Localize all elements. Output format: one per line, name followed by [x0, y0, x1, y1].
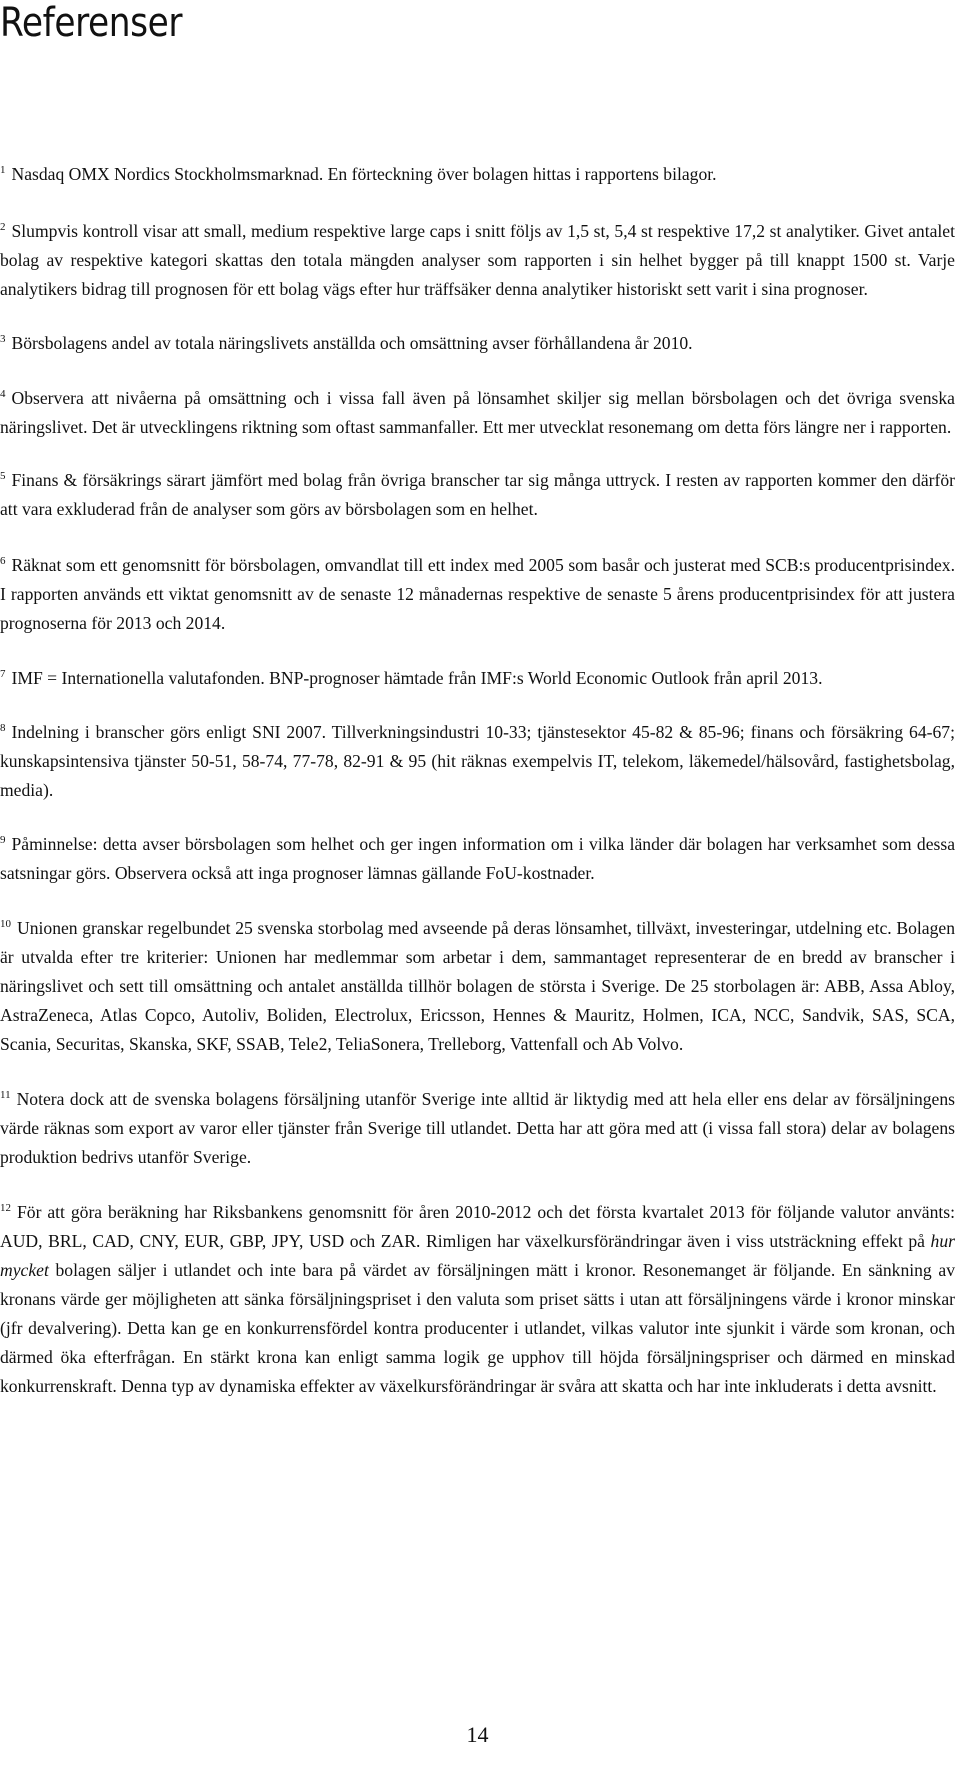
footnote-text: Påminnelse: detta avser börsbolagen som helhet och ger ingen information om i vilka länder där bolagen har verksamhet som dessa satsningar görs. Observera också att inga prognoser lämnas gällande FoU-kostnader. [0, 834, 955, 883]
footnote-9 [0, 830, 955, 888]
footnote-text: Slumpvis kontroll visar att small, medium respektive large caps i snitt följs av 1,5 st, 5,4 st respektive 17,2 st analytiker. Givet antalet bolag av respektive kategori skattas den totala mängden analyser som rapporten i sin helhet bygger på till knappt 1500 st. Varje analytikers bidrag till prognosen för ett bolag vägs efter hur träffsäker denna analytiker historiskt sett varit i sina prognoser. [0, 221, 955, 299]
footnote-number: 3 [0, 333, 6, 346]
footnote-number: 6 [0, 555, 6, 568]
footnote-number: 1 [0, 164, 6, 177]
footnote-11 [0, 1085, 955, 1172]
footnote-number: 2 [0, 221, 6, 234]
footnote-text: Börsbolagens andel av totala näringslivets anställda och omsättning avser förhållandena år 2010. [11, 333, 693, 353]
footnote-emphasis: hur mycket [0, 1231, 955, 1280]
footnote-12 [0, 1198, 955, 1401]
footnote-number: 9 [0, 834, 6, 847]
footnote-10 [0, 914, 955, 1059]
footnote-list [0, 160, 955, 1429]
footnote-text: bolagen säljer i utlandet och inte bara på värdet av försäljningen mätt i kronor. Resonemanget är följande. En sänkning av kronans värde ger möjligheten att sänka försäljningspriset i den valuta som priset sätts i utan att försäljningens värde i kronor minskar (jfr devalvering). Detta kan ge en konkurrensfördel kontra producenter i utlandet, vilkas valutor inte sjunkit i värde som kronan, och därmed öka efterfrågan. En stärkt krona kan enligt samma logik ge upphov till höjda försäljningspriser och därmed en minskad konkurrenskraft. Denna typ av dynamiska effekter av växelkursförändringar är svåra att skatta och har inte inkluderats i detta avsnitt. [0, 1260, 955, 1396]
footnote-number: 8 [0, 722, 6, 735]
footnote-1 [0, 160, 955, 189]
footnote-4 [0, 384, 955, 442]
footnote-5 [0, 466, 955, 524]
footnote-8 [0, 718, 955, 805]
footnote-text: Unionen granskar regelbundet 25 svenska storbolag med avseende på deras lönsamhet, tillväxt, investeringar, utdelning etc. Bolagen är utvalda efter tre kriterier: Unionen har medlemmar som arbetar i dem, sammantaget representerar de en bredd av branscher i näringslivet och sett till omsättning och antalet anställda tillhör bolagen de största i Sverige. De 25 storbolagen är: ABB, Assa Abloy, AstraZeneca, Atlas Copco, Autoliv, Boliden, Electrolux, Ericsson, Hennes & Mauritz, Holmen, ICA, NCC, Sandvik, SAS, SCA, Scania, Securitas, Skanska, SKF, SSAB, Tele2, TeliaSonera, Trelleborg, Vattenfall och Ab Volvo. [0, 918, 955, 1054]
footnote-text: Finans & försäkrings särart jämfört med bolag från övriga branscher tar sig många uttryck. I resten av rapporten kommer den därför att vara exkluderad från de analyser som görs av börsbolagen som en helhet. [0, 470, 955, 519]
page-number: 14 [466, 1722, 489, 1747]
footnote-number: 7 [0, 668, 6, 681]
footnote-number: 12 [0, 1202, 11, 1215]
footnote-text: Observera att nivåerna på omsättning och i vissa fall även på lönsamhet skiljer sig mellan börsbolagen och det övriga svenska näringslivet. Det är utvecklingens riktning som oftast sammanfaller. Ett mer utvecklat resonemang om detta förs längre ner i rapporten. [0, 388, 955, 437]
footnote-number: 11 [0, 1089, 11, 1102]
footnote-number: 10 [0, 918, 11, 931]
footnote-number: 5 [0, 470, 6, 483]
footnote-text: Notera dock att de svenska bolagens försäljning utanför Sverige inte alltid är liktydig med att hela eller ens delar av försäljningens värde räknas som export av varor eller tjänster från Sverige till utlandet. Detta har att göra med att (i vissa fall stora) delar av bolagens produktion bedrivs utanför Sverige. [0, 1089, 955, 1167]
page-title: Referenser [0, 0, 183, 46]
footnote-7 [0, 664, 955, 693]
footnote-text: IMF = Internationella valutafonden. BNP-prognoser hämtade från IMF:s World Economic Outlook från april 2013. [11, 668, 823, 688]
footnote-2 [0, 217, 955, 304]
footnote-text: För att göra beräkning har Riksbankens genomsnitt för åren 2010-2012 och det första kvartalet 2013 för följande valutor använts: AUD, BRL, CAD, CNY, EUR, GBP, JPY, USD och ZAR. Rimligen har växelkursförändringar även i viss utsträckning effekt på [0, 1202, 955, 1251]
footnote-text: Nasdaq OMX Nordics Stockholmsmarknad. En förteckning över bolagen hittas i rapportens bilagor. [11, 164, 717, 184]
footnote-6 [0, 551, 955, 638]
footnote-3 [0, 329, 955, 358]
footnote-text: Räknat som ett genomsnitt för börsbolagen, omvandlat till ett index med 2005 som basår och justerat med SCB:s producentprisindex. I rapporten används ett viktat genomsnitt av de senaste 12 månadernas respektive de senaste 5 årens producentprisindex för att justera prognoserna för 2013 och 2014. [0, 555, 955, 633]
footnote-number: 4 [0, 388, 6, 401]
footnote-text: Indelning i branscher görs enligt SNI 2007. Tillverkningsindustri 10-33; tjänstesektor 45-82 & 85-96; finans och försäkring 64-67; kunskapsintensiva tjänster 50-51, 58-74, 77-78, 82-91 & 95 (hit räknas exempelvis IT, telekom, läkemedel/hälsovård, fastighetsbolag, media). [0, 722, 955, 800]
